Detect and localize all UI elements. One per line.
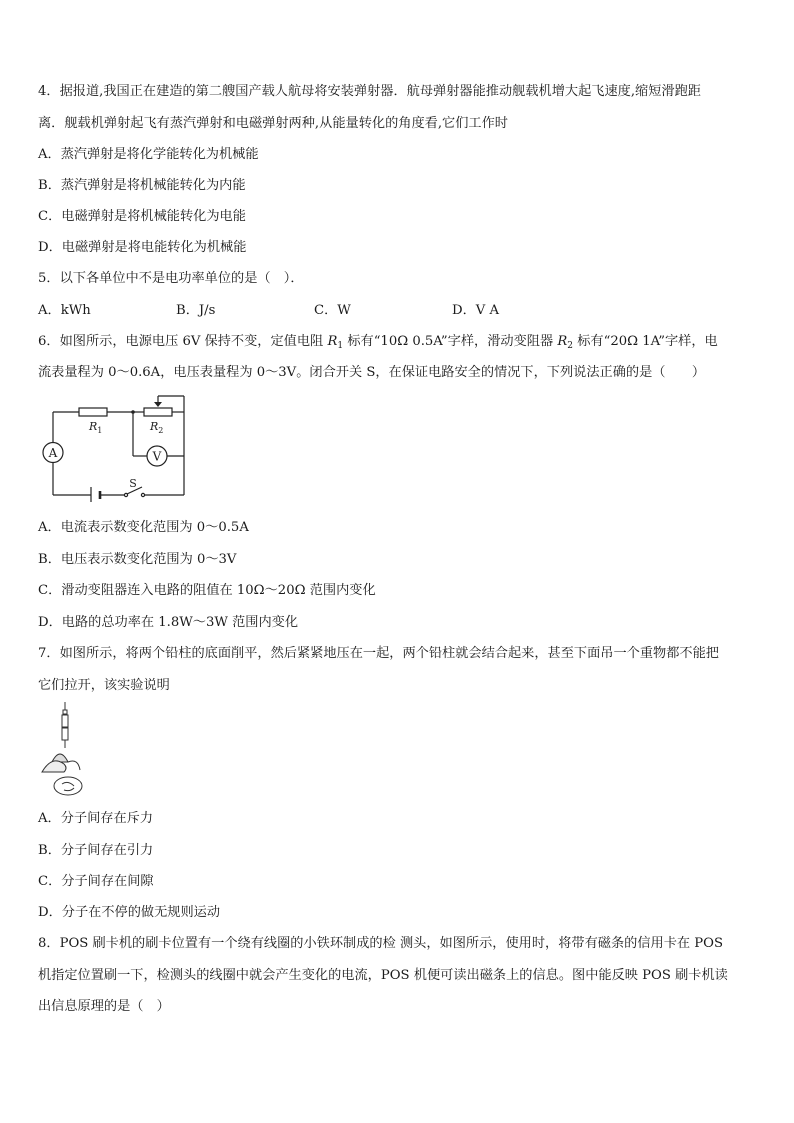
r2-label: $R_2$ <box>150 420 164 435</box>
q6-stem-line1 <box>38 333 718 355</box>
q7-stem-line2: 它们拉开，该实验说明 <box>38 678 170 693</box>
q4-option-a: A．蒸汽弹射是将化学能转化为机械能 <box>38 147 259 162</box>
q6-r2-symbol: R <box>557 334 568 349</box>
q6-stem-part-b: 标有“10Ω 0.5A”字样，滑动变阻器 <box>343 334 558 349</box>
q4-option-d: D．电磁弹射是将电能转化为机械能 <box>38 240 247 255</box>
q6-stem-line2: 流表量程为 0～0.6A，电压表量程为 0～3V。闭合开关 S，在保证电路安全的情况下，下列说法正确的是（ ） <box>38 365 706 380</box>
q6-r2-subscript: 2 <box>567 341 574 351</box>
q6-stem-part-a: 6．如图所示，电源电压 6V 保持不变，定值电阻 <box>38 334 328 349</box>
q4-option-b: B．蒸汽弹射是将机械能转化为内能 <box>38 178 246 193</box>
r1-resistor <box>79 408 107 416</box>
q6-option-d: D．电路的总功率在 1.8W～3W 范围内变化 <box>38 615 299 630</box>
q4-stem-line2: 离．舰载机弹射起飞有蒸汽弹射和电磁弹射两种,从能量转化的角度看,它们工作时 <box>38 116 508 131</box>
q6-stem-part-c: 标有“20Ω 1A”字样，电 <box>573 334 718 349</box>
q7-option-b: B．分子间存在引力 <box>38 843 154 858</box>
q5-option-a: A．kWh <box>38 303 91 318</box>
q5-stem: 5．以下各单位中不是电功率单位的是（ ）． <box>38 271 304 286</box>
q8-stem-line1: 8．POS 刷卡机的刷卡位置有一个绕有线圈的小铁环制成的检 测头，如图所示，使用时，将带有磁条的信用卡在 POS <box>38 936 724 951</box>
q6-circuit-diagram <box>36 392 196 502</box>
r1-label: $R_1$ <box>89 420 103 435</box>
q6-option-a: A．电流表示数变化范围为 0～0.5A <box>38 520 249 535</box>
lead-cylinders-figure <box>38 700 86 800</box>
junction-dot <box>131 410 135 414</box>
voltmeter-label: V <box>152 449 162 464</box>
battery-symbol <box>91 487 100 502</box>
q7-option-a: A．分子间存在斥力 <box>38 811 154 826</box>
ammeter-label: A <box>48 446 58 460</box>
q5-option-b: B．J/s <box>176 303 216 318</box>
q7-option-c: C．分子间存在间隙 <box>38 874 154 889</box>
slider-arrow-icon <box>154 402 162 407</box>
q6-option-b: B．电压表示数变化范围为 0～3V <box>38 552 237 567</box>
q6-option-c: C．滑动变阻器连入电路的阻值在 10Ω～20Ω 范围内变化 <box>38 583 376 598</box>
switch-label: S <box>129 477 137 490</box>
q5-option-d: D．V A <box>452 303 499 318</box>
q7-option-d: D．分子在不停的做无规则运动 <box>38 905 221 920</box>
q6-r1-symbol: R <box>327 334 338 349</box>
q4-option-c: C．电磁弹射是将机械能转化为电能 <box>38 209 246 224</box>
q5-option-c: C．W <box>314 303 351 318</box>
q6-r1-subscript: 1 <box>337 341 344 351</box>
q8-stem-line3: 出信息原理的是（ ） <box>38 999 170 1014</box>
q8-stem-line2: 机指定位置刷一下，检测头的线圈中就会产生变化的电流，POS 机便可读出磁条上的信息。图中能反映 POS 刷卡机读 <box>38 968 728 983</box>
q7-stem-line1: 7．如图所示，将两个铅柱的底面削平，然后紧紧地压在一起，两个铅柱就会结合起来，甚至下面吊一个重物都不能把 <box>38 646 719 661</box>
r2-rheostat <box>144 408 172 416</box>
q4-stem-line1: 4．据报道,我国正在建造的第二艘国产载人航母将安装弹射器．航母弹射器能推动舰载机增大起飞速度,缩短滑跑距 <box>38 84 701 99</box>
